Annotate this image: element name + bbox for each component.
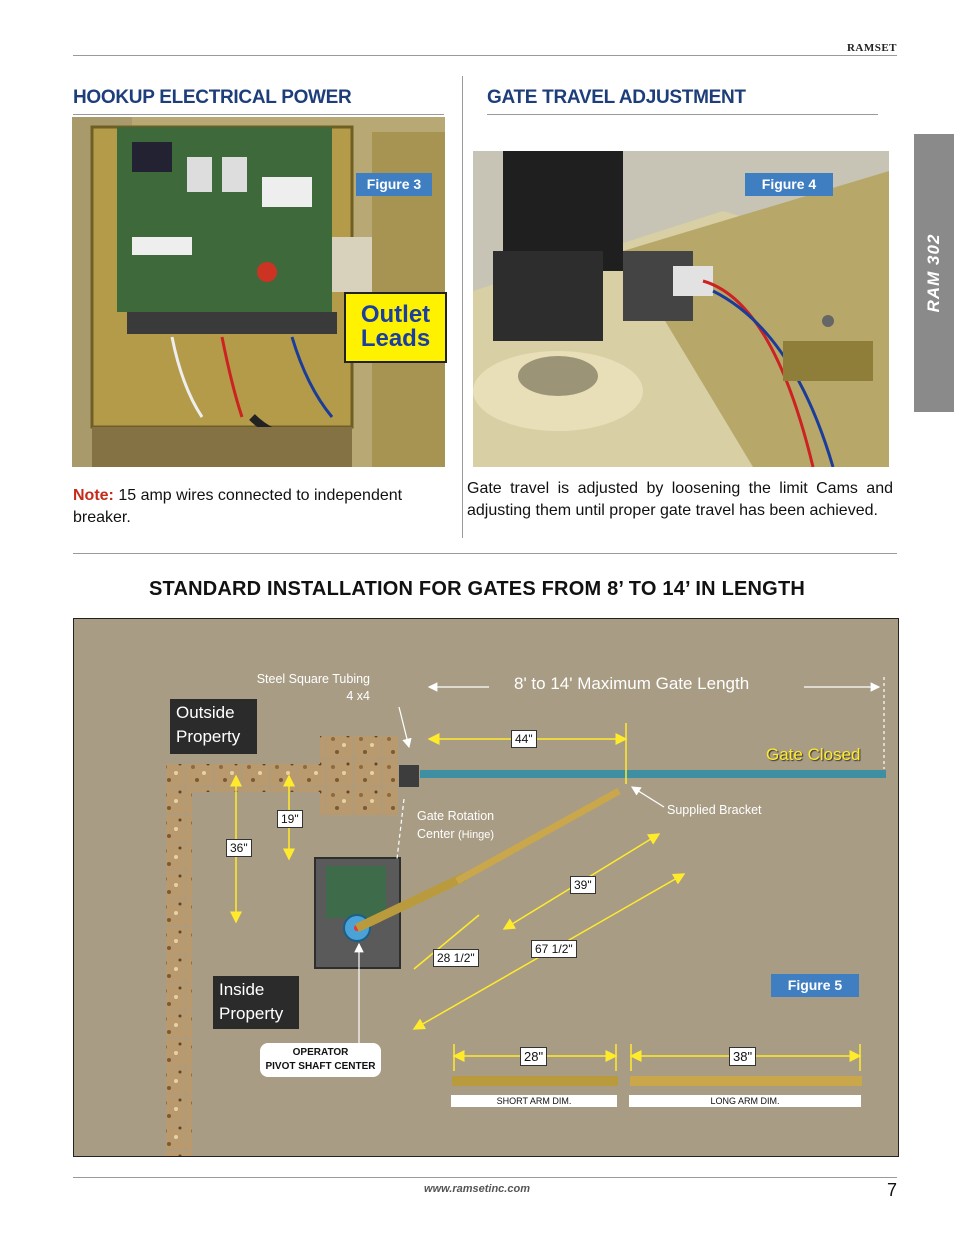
pivot-line-1: OPERATOR	[292, 1047, 349, 1058]
gate-rotation-line-1: Gate Rotation	[417, 809, 495, 823]
header-rule	[73, 55, 897, 56]
section-underline	[73, 114, 444, 115]
pivot-shaft-label	[260, 1043, 381, 1077]
pivot-line-2: PIVOT SHAFT CENTER	[265, 1061, 376, 1072]
section-title-hookup: HOOKUP ELECTRICAL POWER	[73, 87, 352, 108]
dim-19: 19"	[277, 810, 303, 828]
section-title-gate-travel: GATE TRAVEL ADJUSTMENT	[487, 87, 746, 108]
page-number: 7	[886, 1180, 897, 1200]
brand-name: RAMSET	[846, 42, 897, 54]
figure-5-tag: Figure 5	[771, 974, 859, 997]
side-tab-label: RAM 302	[924, 233, 943, 313]
steel-tubing-post	[399, 765, 419, 787]
outside-line-2: Property	[176, 727, 241, 746]
supplied-bracket-label: Supplied Bracket	[667, 803, 762, 817]
gate-rotation-hinge: (Hinge)	[458, 829, 495, 841]
steel-tubing-line-1: Steel Square Tubing	[256, 672, 370, 686]
callout-line-1: Outlet	[360, 301, 431, 328]
note-body: 15 amp wires connected to independent breaker.	[73, 487, 403, 526]
footer-rule	[73, 1177, 897, 1178]
outlet-leads-callout	[344, 292, 447, 363]
steel-tubing-line-2: 4 x4	[346, 689, 370, 703]
dim-44: 44"	[511, 730, 537, 748]
note-label: Note:	[73, 487, 114, 504]
dim-28: 28"	[520, 1047, 547, 1066]
installation-title: STANDARD INSTALLATION FOR GATES FROM 8’ TO 14’ IN LENGTH	[148, 578, 806, 600]
column-divider	[462, 76, 463, 538]
outside-line-1: Outside	[176, 703, 235, 722]
inside-property-label	[213, 976, 299, 1029]
section-underline	[487, 114, 878, 115]
long-arm-label: LONG ARM DIM.	[629, 1095, 861, 1107]
gate-closed-label: Gate Closed	[766, 745, 861, 764]
limit-cams-photo	[473, 151, 889, 467]
inside-line-2: Property	[219, 1004, 284, 1023]
footer-url: www.ramsetinc.com	[424, 1183, 530, 1195]
mid-rule	[73, 553, 897, 554]
installation-diagram	[73, 618, 899, 1157]
inside-line-1: Inside	[219, 980, 265, 999]
dim-39: 39"	[570, 876, 596, 894]
gate-bar	[420, 770, 886, 778]
gate-travel-paragraph: Gate travel is adjusted by loosening the limit Cams and adjusting them until proper gate travel has been achieved.	[467, 480, 893, 519]
callout-line-2: Leads	[360, 325, 431, 352]
gate-rotation-label	[417, 807, 494, 844]
max-gate-length-label: 8' to 14' Maximum Gate Length	[514, 674, 750, 693]
dim-38: 38"	[729, 1047, 756, 1066]
outside-property-label	[170, 699, 257, 754]
dim-28-5: 28 1/2"	[433, 949, 479, 967]
figure-4-tag: Figure 4	[745, 173, 833, 196]
arm-samples	[452, 1076, 862, 1086]
side-tab	[914, 134, 954, 412]
gate-rotation-line-2: Center	[417, 827, 455, 841]
note-text	[73, 485, 453, 529]
dim-36: 36"	[226, 839, 252, 857]
figure-3-tag: Figure 3	[356, 173, 432, 196]
short-arm-label: SHORT ARM DIM.	[451, 1095, 617, 1107]
dim-67-5: 67 1/2"	[531, 940, 577, 958]
